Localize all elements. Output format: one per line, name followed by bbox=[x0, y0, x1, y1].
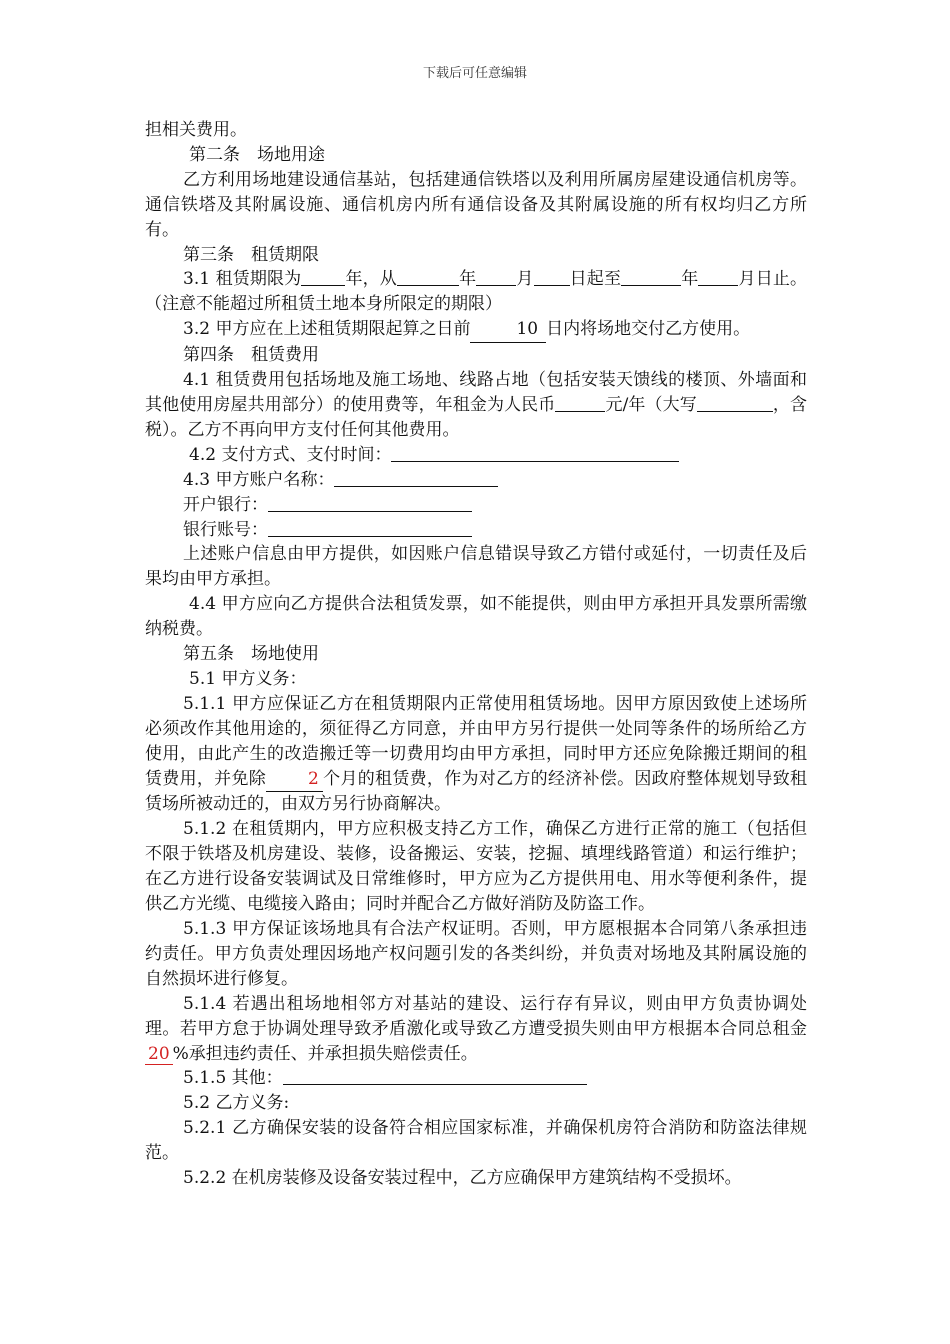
text: 5.1.5 其他： bbox=[183, 1068, 283, 1089]
text: 4.2 支付方式、支付时间： bbox=[189, 444, 392, 465]
bank-name bbox=[145, 493, 807, 518]
paragraph: 乙方利用场地建设通信基站，包括建通信铁塔以及利用所属房屋建设通信机房等。通信铁塔及其附属设施、通信机房内所有通信设备及其附属设施的所有权均归乙方所有。 bbox=[145, 169, 807, 240]
blank-field[interactable] bbox=[476, 267, 516, 286]
document-body bbox=[145, 118, 807, 1191]
text: 3.1 租赁期限为 bbox=[183, 269, 302, 290]
clause-5-1-1 bbox=[145, 692, 807, 818]
article-heading-4: 第四条 租赁费用 bbox=[183, 345, 319, 366]
article-heading-5: 第五条 场地使用 bbox=[183, 644, 319, 665]
clause-4-1 bbox=[145, 368, 807, 443]
text: 4.1 租赁费用包括场地及施工场地、线路占地（包括安装天馈线的楼顶、外墙面和其他使用房屋共用部分）的使用费等，年租金为人民币 bbox=[145, 370, 807, 415]
blank-field[interactable] bbox=[334, 468, 498, 487]
clause-5-2-2: 5.2.2 在机房装修及设备安装过程中，乙方应确保甲方建筑结构不受损坏。 bbox=[183, 1168, 742, 1189]
text: 月 bbox=[738, 269, 756, 290]
blank-field[interactable] bbox=[268, 518, 472, 537]
clause-4-4: 4.4 甲方应向乙方提供合法租赁发票，如不能提供，则由甲方承担开具发票所需缴纳税费。 bbox=[145, 594, 807, 640]
blank-field[interactable] bbox=[555, 393, 605, 412]
clause-5-1-2: 5.1.2 在租赁期内，甲方应积极支持乙方工作，确保乙方进行正常的施工（包括但不限于铁塔及机房建设、装修，设备搬运、安装，挖掘、填埋线路管道）和运行维护；在乙方进行设备安装调试及日常维修时，甲方应为乙方提供用电、用水等便利条件，提供乙方光缆、电缆接入路由；同时并配合乙方做好消防及防盗工作。 bbox=[145, 819, 807, 915]
blank-field[interactable] bbox=[621, 267, 681, 286]
text: 日止。（注意不能超过所租赁土地本身所限定的期限） bbox=[145, 269, 807, 315]
blank-field[interactable] bbox=[268, 493, 472, 512]
blank-field[interactable] bbox=[391, 443, 679, 462]
text: 个月的租赁费，作为对乙方的经济补偿。因政府整体规划导致租赁场所被动迁的，由双方另行协商解决。 bbox=[145, 768, 808, 815]
text: 年，从 bbox=[345, 269, 397, 290]
text: 年 bbox=[458, 269, 477, 290]
clause-4-3 bbox=[145, 468, 807, 493]
article-heading-2: 第二条 场地用途 bbox=[189, 144, 325, 165]
blank-field[interactable] bbox=[697, 393, 773, 412]
clause-3-2 bbox=[145, 317, 807, 343]
article-heading-3: 第三条 租赁期限 bbox=[183, 244, 319, 265]
paragraph: 上述账户信息由甲方提供，如因账户信息错误导致乙方错付或延付，一切责任及后果均由甲方承担。 bbox=[145, 544, 807, 590]
clause-4-2 bbox=[145, 443, 807, 468]
blank-field[interactable] bbox=[283, 1066, 587, 1085]
clause-3-1 bbox=[145, 267, 807, 317]
clause-5-2-1: 5.2.1 乙方确保安装的设备符合相应国家标准，并确保机房符合消防和防盗法律规范。 bbox=[145, 1118, 807, 1164]
text: 银行账号： bbox=[183, 519, 268, 540]
paragraph: 担相关费用。 bbox=[145, 120, 247, 140]
text: ，含税）。乙方不再向甲方支付任何其他费用。 bbox=[145, 394, 807, 440]
text: 元/年（大写 bbox=[605, 394, 697, 415]
text: 5.1.4 若遇出租场地相邻方对基站的建设、运行存有异议，则由甲方负责协调处理。若甲方怠于协调处理导致矛盾激化或导致乙方遭受损失则由甲方根据本合同总租金 bbox=[145, 993, 807, 1039]
clause-5-1-4 bbox=[145, 992, 807, 1067]
text: 4.3 甲方账户名称： bbox=[183, 469, 335, 490]
blank-field[interactable] bbox=[698, 267, 738, 286]
text: 年 bbox=[681, 269, 699, 290]
blank-field[interactable] bbox=[397, 267, 459, 286]
text: 5.1.1 甲方应保证乙方在租赁期限内正常使用租赁场地。因甲方原因致使上述场所必须改作其他用途的，须征得乙方同意，并由甲方另行提供一处同等条件的场所给乙方使用，由此产生的改造搬迁等一切费用均由甲方承担，同时甲方还应免除搬迁期间的租赁费用，并免除 bbox=[145, 693, 807, 789]
text: 3.2 甲方应在上述租赁期限起算之日前 bbox=[183, 319, 471, 340]
page-header: 下载后可任意编辑 bbox=[422, 66, 527, 81]
clause-5-2: 5.2 乙方义务: bbox=[183, 1093, 290, 1114]
days-value: 10 bbox=[470, 317, 546, 343]
text: 日内将场地交付乙方使用。 bbox=[546, 319, 751, 340]
months-value: 2 bbox=[266, 767, 323, 793]
text: 月 bbox=[516, 269, 534, 290]
percent-value: 20 bbox=[145, 1044, 173, 1065]
blank-field[interactable] bbox=[534, 267, 570, 286]
text: 开户银行： bbox=[183, 494, 268, 515]
text: 日起至 bbox=[569, 269, 622, 290]
text: %承担违约责任、并承担损失赔偿责任。 bbox=[172, 1043, 478, 1064]
blank-field[interactable] bbox=[301, 267, 345, 286]
bank-account bbox=[145, 518, 807, 543]
clause-5-1-3: 5.1.3 甲方保证该场地具有合法产权证明。否则，甲方愿根据本合同第八条承担违约责任。甲方负责处理因场地产权问题引发的各类纠纷，并负责对场地及其附属设施的自然损坏进行修复。 bbox=[145, 919, 807, 989]
clause-5-1: 5.1 甲方义务： bbox=[189, 668, 307, 689]
clause-5-1-5 bbox=[145, 1066, 807, 1091]
